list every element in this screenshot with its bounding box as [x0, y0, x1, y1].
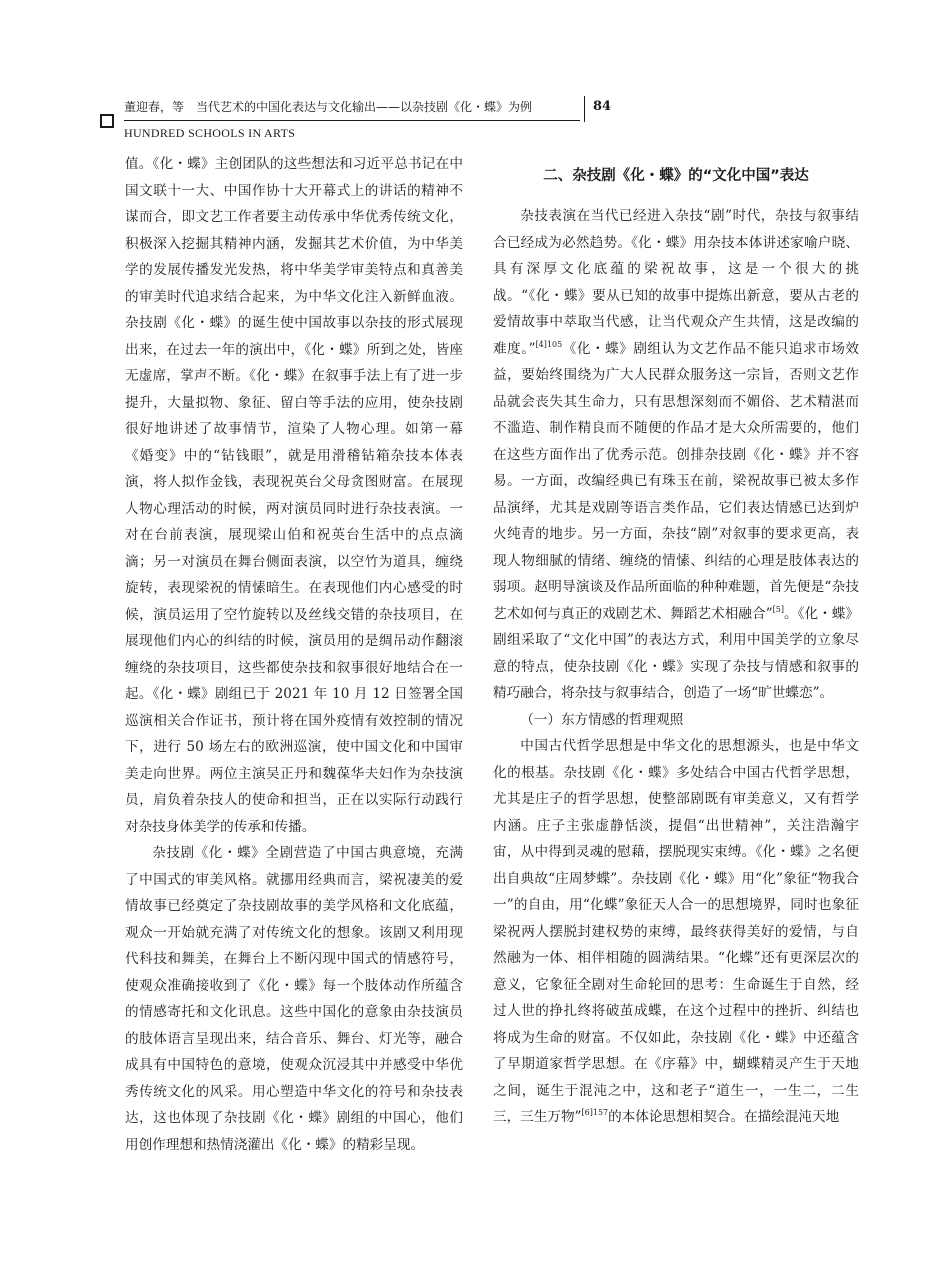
right-p2-text-a: 中国古代哲学思想是中华文化的思想源头，也是中华文化的根基。杂技剧《化・蝶》多处结合中国古代哲学思想，尤其是庄子的哲学思想，使整部剧既有审美意义，又有哲学内涵。庄子主张虚静恬淡，提倡“出世精神”，关注浩瀚宇宙，从中得到灵魂的慰藉，摆脱现实束缚。《化・蝶》之名便出自典故“庄周梦蝶”。杂技剧《化・蝶》用“化”象征“物我合一”的自由，用“化蝶”象征天人合一的思想境界，同时也象征梁祝两人摆脱封建权势的束缚，最终获得美好的爱情，与自然融为一体、相伴相随的圆满结果。“化蝶”还有更深层次的意义，它象征全剧对生命轮回的思考：生命诞生于自然，经过人世的挣扎终将破茧成蝶，在这个过程中的挫折、纠结也将成为生命的财富。不仅如此，杂技剧《化・蝶》中还蕴含了早期道家哲学思想。在《序幕》中，蝴蝶精灵产生于天地之间，诞生于混沌之中，这和老子“道生一，一生二，二生三，三生万物” — [493, 738, 859, 1125]
citation-4: [4]105 — [535, 339, 563, 349]
header-authors: 董迎春，等 — [124, 100, 185, 114]
running-header — [124, 98, 584, 116]
header-article-title: 当代艺术的中国化表达与文化输出——以杂技剧《化・蝶》为例 — [196, 100, 533, 114]
left-column — [125, 151, 463, 1181]
header-divider — [584, 96, 585, 122]
subsection-title: （一）东方情感的哲理观照 — [520, 711, 684, 728]
right-p1-text-c: 。《化・蝶》剧组采取了“文化中国”的表达方式，利用中国美学的立象尽意的特点，使杂技剧《化・蝶》实现了杂技与情感和叙事的精巧融合，将杂技与叙事结合，创造了一场“旷世蝶恋”。 — [493, 605, 859, 701]
right-paragraph-1 — [493, 203, 859, 707]
citation-6: [6]157 — [581, 1108, 609, 1117]
right-p1-text-b: 《化・蝶》剧组认为文艺作品不能只追求市场效益，要始终围绕为广大人民群众服务这一宗旨，否则文艺作品就会丧失其生命力，只有思想深刻而不媚俗、艺术精湛而不滥造、制作精良而不随便的作品才是大众所需要的，他们在这些方面作出了优秀示范。创排杂技剧《化・蝶》并不容易。一方面，改编经典已有珠玉在前，梁祝故事已被太多作品演绎，尤其是戏剧等语言类作品，它们表达情感已达到炉火纯青的地步。另一方面，杂技“剧”对叙事的要求更高，表现人物细腻的情绪、缠绕的情愫、纠结的心理是肢体表达的弱项。赵明导演谈及作品所面临的种种难题，首先便是“杂技艺术如何与真正的戏剧艺术、舞蹈艺术相融合” — [493, 340, 859, 622]
right-p2-text-b: 的本体论思想相契合。在描绘混沌天地 — [608, 1109, 840, 1125]
right-column — [493, 151, 859, 1186]
citation-5: [5] — [772, 604, 784, 614]
journal-name: HUNDRED SCHOOLS IN ARTS — [124, 126, 296, 140]
right-p1-text-a: 杂技表演在当代已经进入杂技“剧”时代，杂技与叙事结合已经成为必然趋势。《化・蝶》用杂技本体讲述家喻户晓、具有深厚文化底蕴的梁祝故事，这是一个很大的挑战。“《化・蝶》要从已知的故事中提炼出新意，要从古老的爱情故事中萃取当代感，让当代观众产生共情，这是改编的难度。” — [493, 208, 859, 357]
left-paragraph-2: 杂技剧《化・蝶》全剧营造了中国古典意境，充满了中国式的审美风格。就挪用经典而言，梁祝凄美的爱情故事已经奠定了杂技剧故事的美学风格和文化底蕴，观众一开始就充满了对传统文化的想象。该剧又利用现代科技和舞美，在舞台上不断闪现中国式的情感符号，使观众准确接收到了《化・蝶》每一个肢体动作所蕴含的情感寄托和文化讯息。这些中国化的意象由杂技演员的肢体语言呈现出来，结合音乐、舞台、灯光等，融合成具有中国特色的意境，使观众沉浸其中并感受中华优秀传统文化的风采。用心塑造中华文化的符号和杂技表达，这也体现了杂技剧《化・蝶》剧组的中国心，他们用创作理想和热情浇灌出《化・蝶》的精彩呈现。 — [125, 845, 463, 1153]
header-square-icon — [100, 114, 114, 128]
left-paragraph-1: 值。《化・蝶》主创团队的这些想法和习近平总书记在中国文联十一大、中国作协十大开幕式上的讲话的精神不谋而合，即文艺工作者要主动传承中华优秀传统文化，积极深入挖掘其精神内涵，发掘其艺术价值，为中华美学的发展传播发光发热，将中华美学审美特点和真善美的审美时代追求结合起来，为中华文化注入新鲜血液。杂技剧《化・蝶》的诞生使中国故事以杂技的形式展现出来，在过去一年的演出中，《化・蝶》所到之处，皆座无虚席，掌声不断。《化・蝶》在叙事手法上有了进一步提升，大量拟物、象征、留白等手法的应用，使杂技剧很好地讲述了故事情节，渲染了人物心理。如第一幕《婚变》中的“钻钱眼”，就是用滑稽钻箱杂技本体表演，将人拟作金钱，表现祝英台父母贪图财富。在展现人物心理活动的时候，两对演员同时进行杂技表演。一对在台前表演，展现梁山伯和祝英台生活中的点点滴滴；另一对演员在舞台侧面表演，以空竹为道具，缠绕旋转，表现梁祝的情愫暗生。在表现他们内心感受的时候，演员运用了空竹旋转以及丝线交错的杂技项目，在展现他们内心的纠结的时候，演员用的是绸吊动作翻滚缠绕的杂技项目，这些都使杂技和叙事很好地结合在一起。《化・蝶》剧组已于 2021 年 10 月 12 日签署全国巡演相关合作证书，预计将在国外疫情有效控制的情况下，进行 50 场左右的欧洲巡演，使中国文化和中国审美走向世界。两位主演吴正丹和魏葆华夫妇作为杂技演员，肩负着杂技人的使命和担当，正在以实际行动践行对杂技身体美学的传承和传播。 — [125, 156, 463, 835]
right-paragraph-2 — [493, 733, 859, 1131]
section-title: 二、杂技剧《化・蝶》的“文化中国”表达 — [543, 168, 809, 184]
header-rule — [124, 120, 580, 121]
page-number: 84 — [593, 99, 612, 114]
